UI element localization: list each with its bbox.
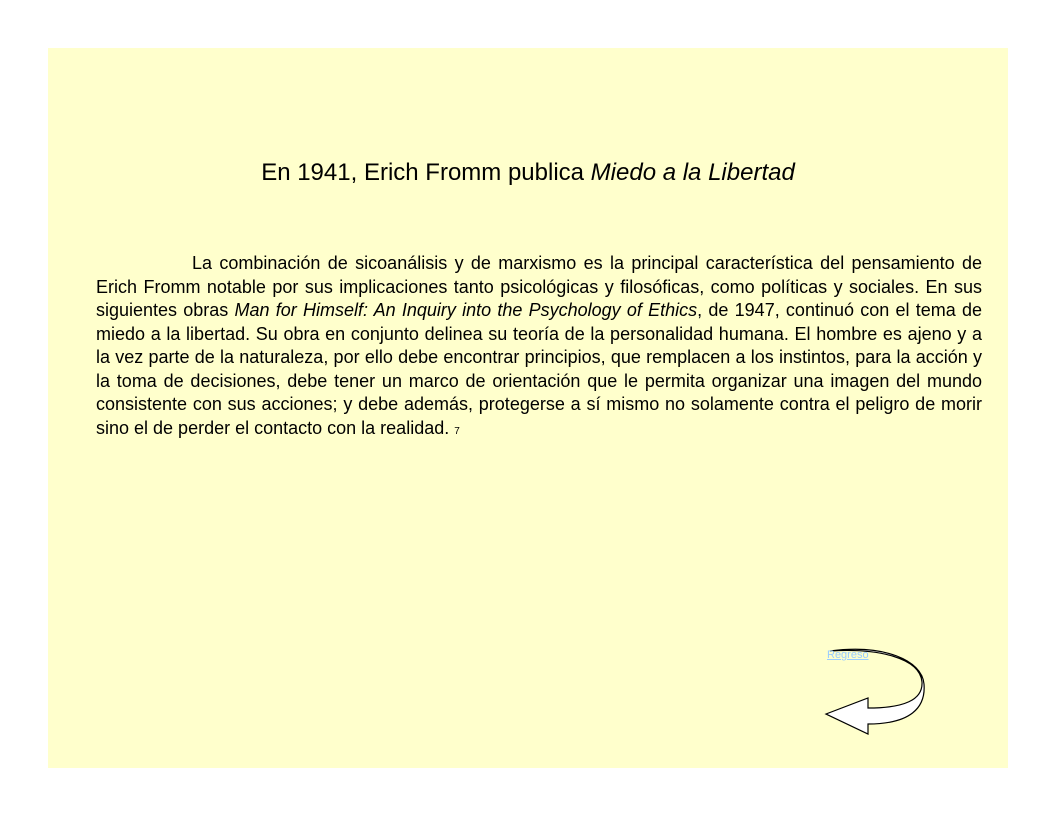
slide-title bbox=[48, 158, 1008, 188]
title-book: Miedo a la Libertad bbox=[590, 159, 795, 186]
footnote-marker: 7 bbox=[454, 425, 460, 437]
return-label[interactable]: Regreso bbox=[827, 649, 869, 661]
return-link[interactable] bbox=[824, 646, 928, 740]
slide bbox=[48, 48, 1008, 768]
body-part1: La combinación de sicoanálisis y de marxismo es la principal característica del pensamiento de Erich Fromm notable por sus implicaciones tanto psicológicas y filosóficas, como políticas y sociales. En sus siguientes obras bbox=[96, 253, 982, 320]
body-book-title: Man for Himself: An Inquiry into the Psychology of Ethics bbox=[234, 300, 698, 320]
body-paragraph bbox=[96, 252, 982, 443]
body-part2: , de 1947, continuó con el tema de miedo a la libertad. Su obra en conjunto delinea su teoría de la personalidad humana. El hombre es ajeno y a la vez parte de la naturaleza, por ello debe encontrar principios, que remplacen a los instintos, para la acción y la toma de decisiones, debe tener un marco de orientación que le permita organizar una imagen del mundo consistente con sus acciones; y debe además, protegerse a sí mismo no solamente contra el peligro de morir sino el de perder el contacto con la realidad. bbox=[96, 300, 982, 438]
title-prefix: En 1941, Erich Fromm publica bbox=[261, 159, 591, 186]
